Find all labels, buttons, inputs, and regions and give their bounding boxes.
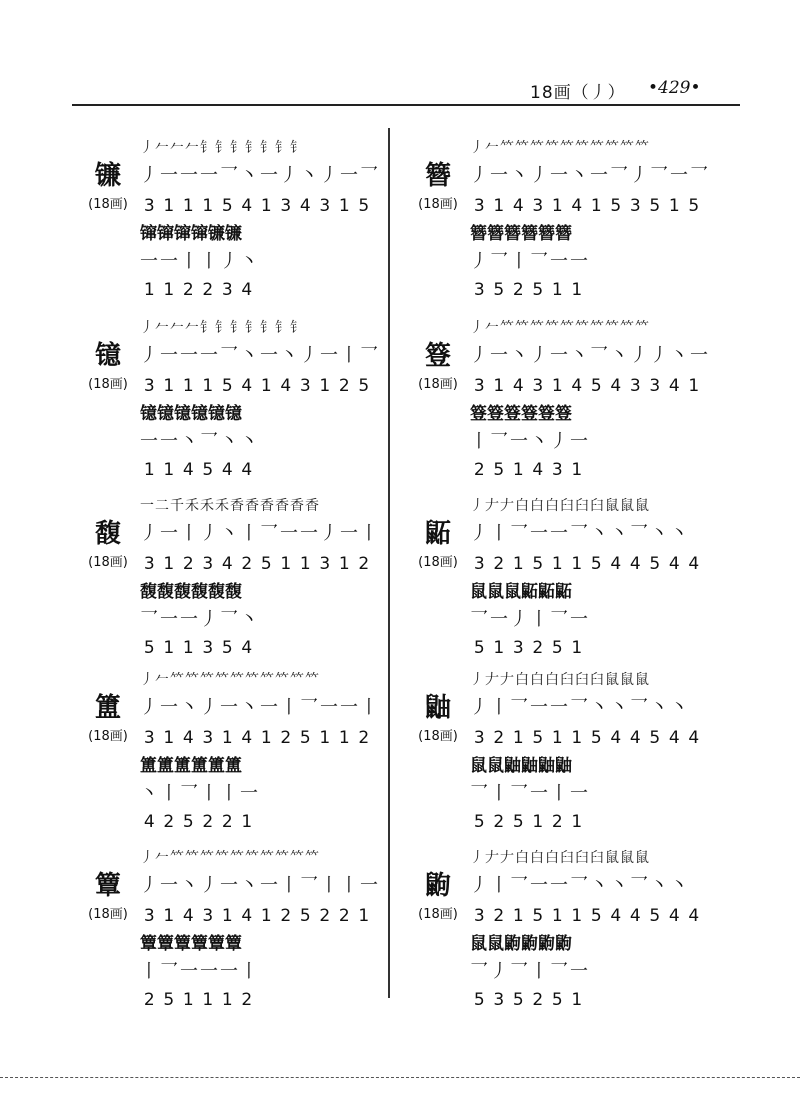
- stroke-number: 2: [493, 906, 506, 926]
- entry-character: 簠: [94, 693, 121, 723]
- stroke-numbers-2: [140, 457, 257, 483]
- stroke-sequence-2: 乛丿乛丨乛一: [470, 961, 590, 982]
- stroke-numbers-2: [140, 809, 257, 835]
- stroke-number: 5: [358, 196, 371, 216]
- stroke-number: 5: [473, 638, 486, 658]
- stroke-number: 4: [512, 376, 525, 396]
- entry-character: 鼬: [424, 693, 451, 723]
- stroke-number: 1: [512, 554, 525, 574]
- stroke-number: 1: [143, 460, 156, 480]
- stroke-number: 1: [202, 990, 215, 1010]
- stroke-number: 5: [610, 196, 623, 216]
- stroke-number: 1: [493, 638, 506, 658]
- stroke-sequence-2: 一一丨丨丿丶: [140, 251, 260, 272]
- stroke-number: 1: [493, 376, 506, 396]
- stroke-number: 5: [163, 990, 176, 1010]
- stroke-numbers-2: [140, 987, 257, 1013]
- stroke-progression-1: 丿𠂉𥫗𥫗𥫗𥫗𥫗𥫗𥫗𥫗𥫗𥫗: [470, 320, 650, 336]
- stroke-count-label: (18画): [418, 729, 458, 744]
- stroke-number: 4: [241, 728, 254, 748]
- stroke-number: 5: [493, 280, 506, 300]
- stroke-sequence-1: 丿一丶丿一丶一乛丿乛一乛: [470, 165, 710, 186]
- char-entry: [412, 493, 742, 658]
- stroke-number: 5: [202, 460, 215, 480]
- stroke-number: 1: [163, 906, 176, 926]
- stroke-number: 1: [319, 728, 332, 748]
- stroke-number: 3: [473, 280, 486, 300]
- stroke-number: 3: [202, 554, 215, 574]
- stroke-number: 1: [551, 554, 564, 574]
- stroke-number: 4: [182, 728, 195, 748]
- stroke-number: 5: [532, 906, 545, 926]
- stroke-number: 4: [610, 906, 623, 926]
- stroke-number: 5: [649, 728, 662, 748]
- stroke-progression-1: 丿𠂉𥫗𥫗𥫗𥫗𥫗𥫗𥫗𥫗𥫗𥫗: [140, 672, 320, 688]
- stroke-number: 1: [163, 460, 176, 480]
- stroke-count-label: (18画): [418, 555, 458, 570]
- stroke-sequence-1: 丿一一一乛丶一丿丶丿一乛: [140, 165, 380, 186]
- page-number: •429•: [648, 78, 701, 98]
- stroke-number: 2: [221, 812, 234, 832]
- entry-character: 鼫: [424, 519, 451, 549]
- stroke-sequence-1: 丿一丶丿一丶乛丶丿丿丶一: [470, 345, 710, 366]
- stroke-number: 4: [571, 376, 584, 396]
- stroke-number: 2: [338, 376, 351, 396]
- stroke-number: 3: [551, 460, 564, 480]
- stroke-number: 4: [688, 906, 701, 926]
- stroke-number: 2: [163, 812, 176, 832]
- stroke-number: 5: [143, 638, 156, 658]
- stroke-progression-2: 镩镩镩镩镰镰: [140, 224, 242, 244]
- stroke-number: 2: [493, 554, 506, 574]
- stroke-number: 3: [532, 196, 545, 216]
- stroke-number: 2: [143, 990, 156, 1010]
- stroke-progression-1: 一二千禾禾禾香香香香香香: [140, 498, 320, 514]
- stroke-number: 4: [241, 906, 254, 926]
- stroke-number: 1: [182, 638, 195, 658]
- stroke-count-label: (18画): [418, 377, 458, 392]
- page-header: [0, 76, 800, 106]
- stroke-sequence-2: 乛丨乛一丨一: [470, 783, 590, 804]
- stroke-count-label: (18画): [88, 377, 128, 392]
- stroke-number: 5: [473, 990, 486, 1010]
- stroke-number: 2: [532, 990, 545, 1010]
- stroke-number: 2: [338, 906, 351, 926]
- stroke-number: 5: [551, 638, 564, 658]
- stroke-number: 5: [260, 554, 273, 574]
- stroke-count-label: (18画): [418, 907, 458, 922]
- stroke-number: 1: [688, 376, 701, 396]
- char-entry: [82, 135, 412, 300]
- stroke-number: 5: [473, 812, 486, 832]
- stroke-number: 4: [221, 460, 234, 480]
- stroke-count-label: (18画): [88, 197, 128, 212]
- stroke-number: 2: [182, 554, 195, 574]
- char-entry: [82, 667, 412, 832]
- stroke-number: 3: [473, 906, 486, 926]
- stroke-number: 1: [299, 554, 312, 574]
- stroke-progression-2: 鼠鼠鼠鼫鼫鼫: [470, 582, 572, 602]
- stroke-number: 5: [221, 376, 234, 396]
- entry-character: 鼩: [424, 871, 451, 901]
- stroke-number: 5: [512, 990, 525, 1010]
- stroke-number: 3: [629, 196, 642, 216]
- stroke-number: 4: [610, 376, 623, 396]
- stroke-number: 2: [182, 280, 195, 300]
- stroke-numbers-1: [470, 903, 704, 929]
- stroke-progression-2: 簪簪簪簪簪簪: [470, 224, 572, 244]
- stroke-number: 1: [493, 196, 506, 216]
- stroke-number: 2: [280, 728, 293, 748]
- stroke-numbers-1: [470, 373, 704, 399]
- stroke-number: 5: [221, 196, 234, 216]
- stroke-number: 2: [241, 554, 254, 574]
- stroke-sequence-1: 丿丨乛一一乛丶丶乛丶丶: [470, 875, 690, 896]
- stroke-number: 1: [551, 376, 564, 396]
- stroke-numbers-1: [140, 903, 374, 929]
- stroke-progression-1: 丿𠂇𠂇白白白臼臼臼鼠鼠鼠: [470, 850, 650, 866]
- stroke-number: 4: [688, 554, 701, 574]
- stroke-number: 1: [571, 460, 584, 480]
- stroke-sequence-2: 乛一丿丨乛一: [470, 609, 590, 630]
- stroke-number: 4: [241, 280, 254, 300]
- stroke-number: 3: [473, 376, 486, 396]
- stroke-number: 2: [202, 280, 215, 300]
- stroke-number: 1: [163, 280, 176, 300]
- char-entry: [82, 845, 412, 1010]
- stroke-number: 5: [532, 280, 545, 300]
- stroke-number: 1: [571, 990, 584, 1010]
- stroke-number: 4: [610, 728, 623, 748]
- char-entry: [82, 315, 412, 480]
- stroke-sequence-1: 丿一丶丿一丶一丨乛一一丨: [140, 697, 380, 718]
- stroke-progression-2: 镱镱镱镱镱镱: [140, 404, 242, 424]
- stroke-number: 4: [299, 196, 312, 216]
- stroke-number: 4: [668, 376, 681, 396]
- stroke-number: 4: [241, 460, 254, 480]
- char-entry: [412, 315, 742, 480]
- stroke-number: 1: [512, 906, 525, 926]
- header-rule: [72, 104, 740, 106]
- stroke-number: 2: [358, 728, 371, 748]
- stroke-number: 1: [590, 196, 603, 216]
- stroke-number: 5: [299, 906, 312, 926]
- stroke-progression-1: 丿𠂉𠂉𠂉钅钅钅钅钅钅钅: [140, 320, 305, 336]
- stroke-number: 1: [551, 906, 564, 926]
- stroke-number: 3: [493, 990, 506, 1010]
- stroke-number: 4: [241, 196, 254, 216]
- stroke-progression-2: 馥馥馥馥馥馥: [140, 582, 242, 602]
- stroke-number: 1: [163, 728, 176, 748]
- stroke-numbers-2: [140, 635, 257, 661]
- stroke-sequence-2: 乛一一丿乛丶: [140, 609, 260, 630]
- stroke-number: 3: [143, 196, 156, 216]
- stroke-number: 3: [629, 376, 642, 396]
- stroke-number: 1: [571, 280, 584, 300]
- stroke-number: 3: [202, 728, 215, 748]
- bottom-rule: [0, 1077, 800, 1078]
- stroke-progression-2: 鼠鼠鼩鼩鼩鼩: [470, 934, 572, 954]
- entry-character: 镰: [94, 161, 121, 191]
- stroke-number: 1: [338, 196, 351, 216]
- stroke-number: 4: [668, 728, 681, 748]
- stroke-number: 4: [532, 460, 545, 480]
- stroke-numbers-1: [140, 725, 374, 751]
- stroke-number: 2: [241, 990, 254, 1010]
- stroke-number: 3: [202, 638, 215, 658]
- stroke-number: 1: [163, 638, 176, 658]
- entry-character: 簦: [424, 341, 451, 371]
- stroke-number: 4: [629, 554, 642, 574]
- stroke-number: 1: [668, 196, 681, 216]
- stroke-number: 2: [551, 812, 564, 832]
- char-entry: [412, 845, 742, 1010]
- stroke-numbers-1: [470, 551, 704, 577]
- stroke-number: 2: [202, 812, 215, 832]
- stroke-number: 1: [532, 812, 545, 832]
- stroke-number: 1: [338, 554, 351, 574]
- stroke-progression-1: 丿𠂉𠂉𠂉钅钅钅钅钅钅钅: [140, 140, 305, 156]
- stroke-number: 5: [590, 728, 603, 748]
- stroke-sequence-1: 丿丨乛一一乛丶丶乛丶丶: [470, 697, 690, 718]
- stroke-number: 3: [532, 376, 545, 396]
- char-entry: [412, 135, 742, 300]
- stroke-sequence-2: 丿乛丨乛一一: [470, 251, 590, 272]
- stroke-number: 1: [260, 906, 273, 926]
- stroke-number: 1: [241, 812, 254, 832]
- stroke-number: 5: [221, 638, 234, 658]
- stroke-number: 1: [512, 460, 525, 480]
- stroke-numbers-1: [140, 373, 374, 399]
- stroke-number: 1: [551, 196, 564, 216]
- stroke-sequence-2: 丨乛一一一丨: [140, 961, 260, 982]
- stroke-number: 3: [143, 554, 156, 574]
- stroke-number: 4: [182, 460, 195, 480]
- stroke-number: 2: [512, 280, 525, 300]
- stroke-number: 1: [571, 812, 584, 832]
- stroke-number: 4: [571, 196, 584, 216]
- stroke-number: 5: [182, 812, 195, 832]
- stroke-number: 5: [649, 906, 662, 926]
- stroke-number: 4: [688, 728, 701, 748]
- stroke-number: 4: [610, 554, 623, 574]
- stroke-number: 3: [473, 196, 486, 216]
- stroke-numbers-2: [470, 987, 587, 1013]
- stroke-number: 2: [532, 638, 545, 658]
- entry-character: 簪: [424, 161, 451, 191]
- entry-character: 簟: [94, 871, 121, 901]
- stroke-number: 5: [532, 728, 545, 748]
- stroke-number: 1: [221, 728, 234, 748]
- stroke-number: 1: [319, 376, 332, 396]
- stroke-number: 1: [551, 728, 564, 748]
- stroke-number: 3: [202, 906, 215, 926]
- stroke-number: 4: [668, 906, 681, 926]
- stroke-number: 5: [299, 728, 312, 748]
- stroke-number: 1: [571, 906, 584, 926]
- stroke-number: 1: [221, 990, 234, 1010]
- stroke-number: 1: [260, 376, 273, 396]
- char-entry: [82, 493, 412, 658]
- stroke-number: 3: [143, 906, 156, 926]
- stroke-number: 4: [143, 812, 156, 832]
- stroke-number: 1: [260, 728, 273, 748]
- stroke-number: 1: [143, 280, 156, 300]
- stroke-progression-2: 簟簟簟簟簟簟: [140, 934, 242, 954]
- stroke-number: 1: [221, 906, 234, 926]
- stroke-number: 4: [668, 554, 681, 574]
- stroke-sequence-1: 丿一丶丿一丶一丨乛丨丨一: [140, 875, 380, 896]
- stroke-sequence-2: 丨乛一丶丿一: [470, 431, 590, 452]
- stroke-number: 1: [163, 554, 176, 574]
- stroke-number: 1: [182, 196, 195, 216]
- stroke-number: 5: [532, 554, 545, 574]
- stroke-number: 1: [571, 638, 584, 658]
- stroke-count-label: (18画): [88, 907, 128, 922]
- header-title: 18画（丿）: [530, 83, 626, 103]
- stroke-number: 1: [551, 280, 564, 300]
- stroke-number: 5: [358, 376, 371, 396]
- stroke-number: 1: [571, 554, 584, 574]
- stroke-number: 2: [319, 906, 332, 926]
- stroke-number: 5: [551, 990, 564, 1010]
- stroke-numbers-2: [470, 809, 587, 835]
- stroke-number: 5: [649, 196, 662, 216]
- stroke-number: 1: [163, 376, 176, 396]
- stroke-number: 3: [143, 728, 156, 748]
- stroke-number: 5: [590, 376, 603, 396]
- stroke-sequence-1: 丿一丨丿丶丨乛一一丿一丨: [140, 523, 380, 544]
- stroke-number: 1: [202, 196, 215, 216]
- stroke-number: 2: [358, 554, 371, 574]
- entry-character: 镱: [94, 341, 121, 371]
- stroke-numbers-2: [140, 277, 257, 303]
- stroke-number: 3: [221, 280, 234, 300]
- stroke-number: 1: [260, 196, 273, 216]
- stroke-sequence-2: 一一丶乛丶丶: [140, 431, 260, 452]
- stroke-number: 3: [299, 376, 312, 396]
- stroke-number: 3: [319, 196, 332, 216]
- stroke-number: 4: [629, 728, 642, 748]
- stroke-number: 3: [473, 728, 486, 748]
- stroke-number: 4: [280, 376, 293, 396]
- stroke-number: 5: [493, 460, 506, 480]
- stroke-numbers-1: [470, 725, 704, 751]
- char-entry: [412, 667, 742, 832]
- stroke-number: 1: [571, 728, 584, 748]
- stroke-progression-1: 丿𠂇𠂇白白白臼臼臼鼠鼠鼠: [470, 498, 650, 514]
- stroke-number: 4: [629, 906, 642, 926]
- stroke-number: 1: [182, 990, 195, 1010]
- stroke-sequence-1: 丿一一一乛丶一丶丿一丨乛: [140, 345, 380, 366]
- stroke-number: 5: [512, 812, 525, 832]
- stroke-number: 3: [280, 196, 293, 216]
- stroke-number: 2: [493, 812, 506, 832]
- stroke-number: 1: [358, 906, 371, 926]
- stroke-number: 5: [688, 196, 701, 216]
- stroke-number: 4: [241, 376, 254, 396]
- stroke-number: 4: [221, 554, 234, 574]
- stroke-count-label: (18画): [88, 729, 128, 744]
- stroke-progression-1: 丿𠂉𥫗𥫗𥫗𥫗𥫗𥫗𥫗𥫗𥫗𥫗: [470, 140, 650, 156]
- stroke-number: 1: [163, 196, 176, 216]
- stroke-count-label: (18画): [88, 555, 128, 570]
- entry-character: 馥: [94, 519, 121, 549]
- stroke-number: 3: [473, 554, 486, 574]
- stroke-progression-2: 簦簦簦簦簦簦: [470, 404, 572, 424]
- stroke-number: 3: [319, 554, 332, 574]
- stroke-count-label: (18画): [418, 197, 458, 212]
- stroke-number: 5: [590, 906, 603, 926]
- stroke-number: 4: [241, 638, 254, 658]
- stroke-number: 2: [493, 728, 506, 748]
- stroke-numbers-2: [470, 635, 587, 661]
- stroke-number: 3: [512, 638, 525, 658]
- stroke-number: 4: [182, 906, 195, 926]
- stroke-progression-2: 簠簠簠簠簠簠: [140, 756, 242, 776]
- stroke-progression-2: 鼠鼠鼬鼬鼬鼬: [470, 756, 572, 776]
- stroke-numbers-1: [470, 193, 704, 219]
- stroke-number: 1: [202, 376, 215, 396]
- stroke-number: 2: [473, 460, 486, 480]
- stroke-numbers-1: [140, 551, 374, 577]
- stroke-number: 3: [649, 376, 662, 396]
- stroke-number: 3: [143, 376, 156, 396]
- stroke-numbers-2: [470, 457, 587, 483]
- stroke-number: 2: [280, 906, 293, 926]
- stroke-progression-1: 丿𠂉𥫗𥫗𥫗𥫗𥫗𥫗𥫗𥫗𥫗𥫗: [140, 850, 320, 866]
- stroke-progression-1: 丿𠂇𠂇白白白臼臼臼鼠鼠鼠: [470, 672, 650, 688]
- stroke-numbers-1: [140, 193, 374, 219]
- stroke-number: 1: [280, 554, 293, 574]
- stroke-sequence-2: 丶丨乛丨丨一: [140, 783, 260, 804]
- stroke-sequence-1: 丿丨乛一一乛丶丶乛丶丶: [470, 523, 690, 544]
- stroke-number: 1: [338, 728, 351, 748]
- stroke-number: 5: [590, 554, 603, 574]
- stroke-number: 4: [512, 196, 525, 216]
- stroke-number: 5: [649, 554, 662, 574]
- stroke-number: 1: [182, 376, 195, 396]
- stroke-numbers-2: [470, 277, 587, 303]
- stroke-number: 1: [512, 728, 525, 748]
